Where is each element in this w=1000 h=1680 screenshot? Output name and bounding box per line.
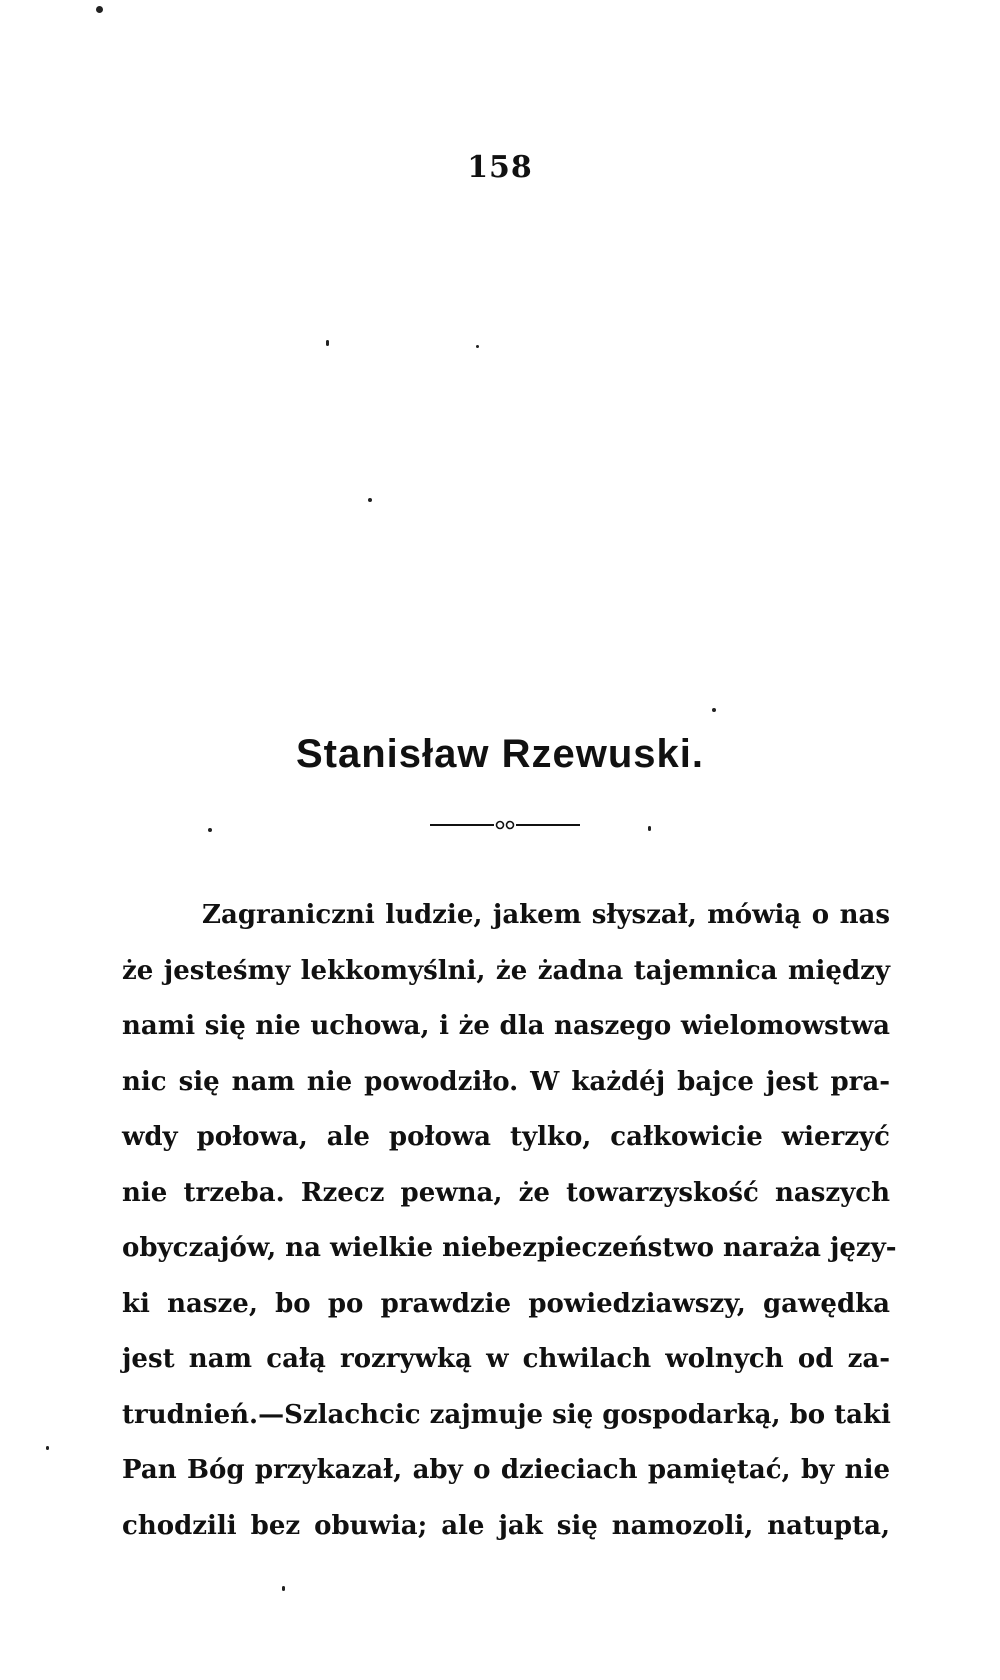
ornament-divider xyxy=(430,820,580,830)
text-line: trudnień.—Szlachcic zajmuje się gospodarką, bo taki xyxy=(122,1399,891,1430)
text-line: Zagraniczni ludzie, jakem słyszał, mówią o nas xyxy=(202,900,890,930)
text-line: jest nam całą rozrywką w chwilach wolnych od za- xyxy=(122,1344,890,1374)
text-line: chodzili bez obuwia; ale jak się namozoli, natupta, xyxy=(122,1510,890,1541)
text-line: nic się nam nie powodziło. W każdéj bajce jest pra- xyxy=(122,1066,890,1097)
scan-speck xyxy=(368,498,372,502)
text-line: wdy połowa, ale połowa tylko, całkowicie wierzyć xyxy=(122,1122,890,1152)
text-line: nie trzeba. Rzecz pewna, że towarzyskość naszych xyxy=(122,1177,890,1208)
text-line: Pan Bóg przykazał, aby o dzieciach pamiętać, by nie xyxy=(122,1455,890,1485)
scan-speck xyxy=(326,340,329,346)
scan-speck xyxy=(208,828,212,832)
scan-speck xyxy=(648,826,651,831)
text-line: że jesteśmy lekkomyślni, że żadna tajemnica między xyxy=(122,955,890,986)
scan-speck xyxy=(282,1586,285,1591)
chapter-title: Stanisław Rzewuski. xyxy=(295,732,705,776)
scan-speck xyxy=(712,708,716,712)
scan-speck xyxy=(476,345,479,348)
scan-speck xyxy=(46,1446,49,1450)
body-text xyxy=(122,888,897,1554)
text-line: ki nasze, bo po prawdzie powiedziawszy, gawędka xyxy=(122,1288,890,1319)
page-number: 158 xyxy=(467,150,533,185)
text-line: nami się nie uchowa, i że dla naszego wielomowstwa xyxy=(122,1011,890,1041)
text-line: obyczajów, na wielkie niebezpieczeństwo naraża języ- xyxy=(122,1233,897,1263)
scan-speck xyxy=(96,6,103,13)
